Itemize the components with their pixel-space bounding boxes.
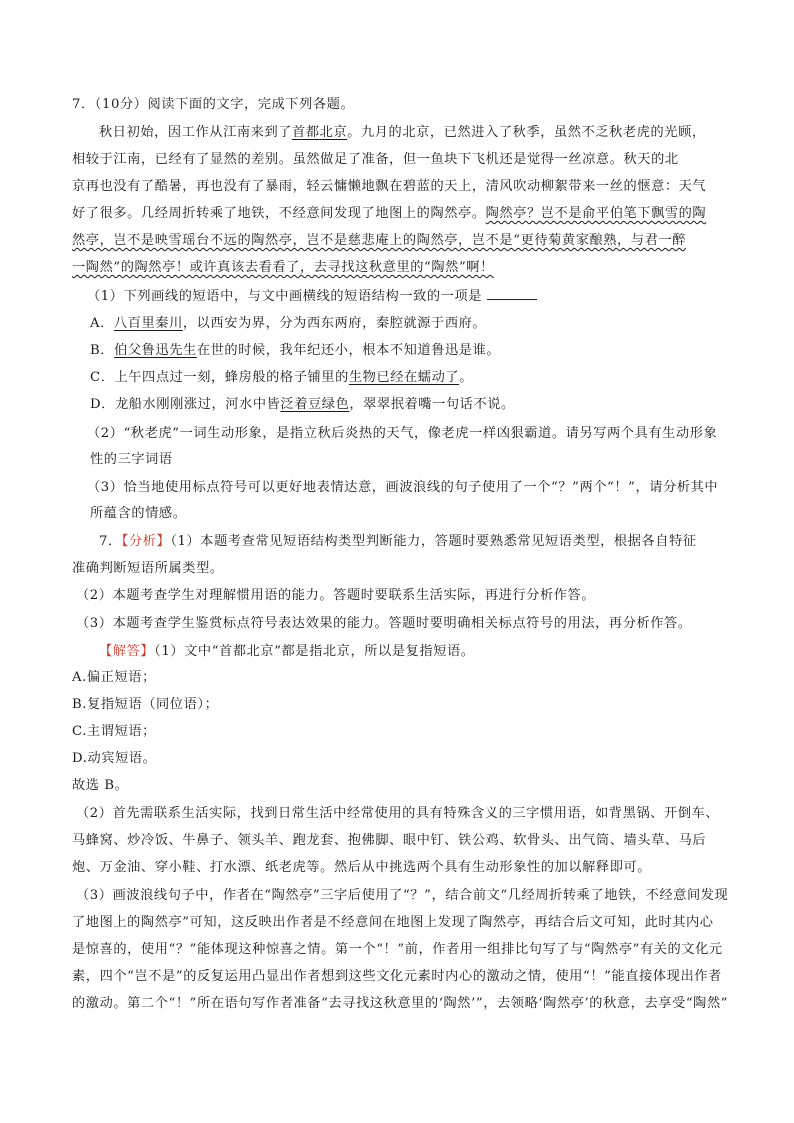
option-c: C．上午四点过一刻，蜂房般的格子铺里的生物已经在蠕动了。 [90,370,473,385]
solution-line: （2）首先需联系生活实际，找到日常生活中经常使用的具有特殊含义的三字惯用语，如背黑锅、开倒车、 [76,806,720,821]
analysis-line: 7．【分析】（1）本题考查常见短语结构类型判断能力，答题时要熟悉常见短语类型，根据各自特征 [99,534,697,549]
solution-line: 炮、万金油、穿小鞋、打水漂、纸老虎等。然后从中挑选两个具有生动形象性的加以解释即可。 [72,860,652,875]
answer-number: 7． [99,534,122,549]
solution-tag: 【解答】 [99,644,155,659]
answer-blank [487,287,537,300]
analysis-tag: 【分析】 [121,534,171,549]
question-1: （1）下列画线的短语中，与文中画横线的短语结构一致的一项是 [87,287,537,306]
question-2-line-2: 性的三字词语 [90,452,173,467]
wavy-sentence: 然亭，岂不是映雪瑶台不远的陶然亭，岂不是慈悲庵上的陶然亭，岂不是“更待菊黄家酿熟，与君一醉 [72,233,686,248]
option-d: D．龙船水刚刚涨过，河水中皆泛着豆绿色，翠翠抿着嘴一句话不说。 [90,397,515,412]
wavy-sentence: 一陶然”的陶然亭！或许真该去看看了，去寻找这秋意里的“陶然”啊！ [72,260,494,275]
passage-line: 相较于江南，已经有了显然的差别。虽然做足了准备，但一鱼块下飞机还是觉得一丝凉意。秋天的北 [72,152,679,167]
question-header: 7．（10分）阅读下面的文字，完成下列各题。 [72,97,355,112]
solution-line: 的激动。第二个“！”所在语句写作者准备“去寻找这秋意里的‘陶然’”，去领略‘陶然亭’的秋意，去享受“陶然” [72,996,729,1011]
analysis-line: （3）本题考查学生鉴赏标点符号表达效果的能力。答题时要明确相关标点符号的用法，再分析作答。 [76,616,692,631]
solution-line: 是惊喜的，使用“？”能体现这种惊喜之情。第一个“！”前，作者用一组排比句写了与“陶然亭”有关的文化元 [72,942,723,957]
passage-line [99,124,706,142]
solution-line: 【解答】（1）文中“首都北京”都是指北京，所以是复指短语。 [99,644,475,659]
passage-line: 京再也没有了酷暑，再也没有了暴雨，轻云慵懒地飘在碧蓝的天上，清风吹动柳絮带来一丝的惬意：天气 [72,179,707,194]
passage-line [72,259,494,277]
option-a-phrase: 八百里秦川 [113,316,183,331]
analysis-line: （2）本题考查学生对理解惯用语的能力。答题时要联系生活实际，再进行分析作答。 [76,588,596,603]
solution-line: B.复指短语（同位语）； [72,697,219,712]
passage-text: 好了很多。几经周折转乘了地铁，不经意间发现了地图上的陶然亭。 [72,206,486,221]
option-b-phrase: 伯父鲁迅先生 [114,343,197,358]
question-3-line-1: （3）恰当地使用标点符号可以更好地表情达意，画波浪线的句子使用了一个“？”两个“！”，请分析其中 [87,480,719,495]
option-c-phrase: 生物已经在蠕动了 [348,370,460,385]
option-d-phrase: 泛着豆绿色 [280,397,350,412]
solution-line: 故选 B。 [72,778,129,793]
solution-line: D.动宾短语。 [72,751,157,766]
passage-line [72,205,706,223]
solution-line: 马蜂窝、炒冷饭、牛鼻子、领头羊、跑龙套、抱佛脚、眼中钉、铁公鸡、软骨头、出气筒、墙头草、马后 [72,833,707,848]
option-b: B．伯父鲁迅先生在世的时候，我年纪还小，根本不知道鲁迅是谁。 [90,343,501,358]
question-3-line-2: 所蕴含的情感。 [90,506,187,521]
underlined-phrase: 首都北京 [292,125,348,140]
question-2-line-1: （2）“秋老虎”一词生动形象，是指立秋后炎热的天气，像老虎一样凶狠霸道。请另写两个具有生动形象 [87,426,718,441]
solution-line: 了地图上的陶然亭”可知，这反映出作者是不经意间在地图上发现了陶然亭，再结合后文可知，此时其内心 [72,915,714,930]
solution-line: （3）画波浪线句子中，作者在“陶然亭”三字后使用了“？”，结合前文“几经周折转乘了地铁，不经意间发现 [76,888,729,903]
passage-text: 。九月的北京，已然进入了秋季，虽然不乏秋老虎的光顾， [347,125,706,140]
passage-line [72,232,686,250]
solution-line: A.偏正短语； [72,670,156,685]
solution-line: C.主谓短语； [72,724,156,739]
option-a: A．八百里秦川，以西安为界，分为西东两府，秦腔就源于西府。 [90,316,487,331]
passage-text: 秋日初始，因工作从江南来到了 [99,125,293,140]
analysis-line: 准确判断短语所属类型。 [72,561,224,576]
wavy-sentence: 陶然亭？岂不是俞平伯笔下飘雪的陶 [485,206,707,221]
solution-line: 素，四个“岂不是”的反复运用凸显出作者想到这些文化元素时内心的激动之情，使用“！”能直接体现出作者 [72,969,722,984]
